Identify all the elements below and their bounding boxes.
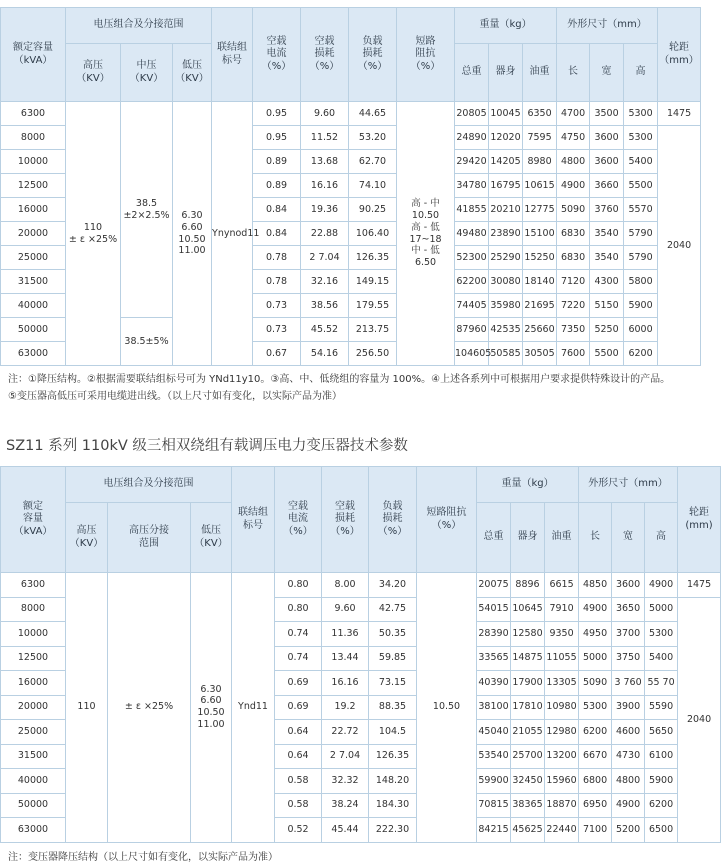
cell-mv: 38.5±5% — [121, 318, 173, 366]
cell-length: 4850 — [579, 573, 612, 598]
cell-length: 4750 — [557, 126, 590, 150]
cell-load-loss: 179.55 — [349, 294, 397, 318]
cell-noload-current: 0.89 — [253, 174, 301, 198]
cell-noload-current: 0.74 — [275, 622, 322, 647]
cell-noload-current: 0.89 — [253, 150, 301, 174]
cell-oil-weight: 21695 — [523, 294, 557, 318]
cell-hv-tap: ± ε ×25% — [108, 573, 191, 843]
cell-noload-current: 0.52 — [275, 818, 322, 843]
cell-width: 5200 — [612, 818, 645, 843]
cell-length: 4700 — [557, 102, 590, 126]
cell-total-weight: 29420 — [455, 150, 489, 174]
cell-body-weight: 45625 — [511, 818, 545, 843]
cell-body-weight: 23890 — [489, 222, 523, 246]
cell-capacity: 6300 — [1, 573, 66, 598]
header-load-loss: 负载 损耗 （%） — [349, 8, 397, 102]
cell-length: 5090 — [579, 671, 612, 696]
cell-capacity: 50000 — [1, 318, 66, 342]
cell-oil-weight: 15100 — [523, 222, 557, 246]
cell-width: 4600 — [612, 720, 645, 745]
cell-length: 5300 — [579, 695, 612, 720]
cell-height: 55 70 — [645, 671, 678, 696]
cell-length: 6830 — [557, 246, 590, 270]
cell-capacity: 10000 — [1, 150, 66, 174]
cell-total-weight: 70815 — [477, 793, 511, 818]
cell-height: 6200 — [624, 342, 658, 366]
cell-load-loss: 53.20 — [349, 126, 397, 150]
cell-width: 3 760 — [612, 671, 645, 696]
cell-body-weight: 25290 — [489, 246, 523, 270]
cell-height: 6500 — [645, 818, 678, 843]
cell-load-loss: 213.75 — [349, 318, 397, 342]
cell-oil-weight: 22440 — [545, 818, 579, 843]
cell-length: 7120 — [557, 270, 590, 294]
cell-gauge: 2040 — [658, 126, 701, 366]
cell-noload-loss: 22.88 — [301, 222, 349, 246]
header-voltage-group: 电压组合及分接范围 — [66, 8, 212, 44]
cell-oil-weight: 11055 — [545, 646, 579, 671]
cell-height: 5790 — [624, 222, 658, 246]
cell-capacity: 6300 — [1, 102, 66, 126]
cell-oil-weight: 18870 — [545, 793, 579, 818]
cell-length: 7220 — [557, 294, 590, 318]
cell-noload-loss: 13.44 — [322, 646, 369, 671]
cell-body-weight: 17900 — [511, 671, 545, 696]
cell-capacity: 8000 — [1, 126, 66, 150]
cell-body-weight: 14875 — [511, 646, 545, 671]
cell-noload-current: 0.73 — [253, 318, 301, 342]
cell-noload-loss: 22.72 — [322, 720, 369, 745]
cell-length: 4900 — [579, 597, 612, 622]
cell-noload-current: 0.58 — [275, 793, 322, 818]
cell-noload-current: 0.69 — [275, 671, 322, 696]
cell-height: 5800 — [624, 270, 658, 294]
cell-height: 5900 — [624, 294, 658, 318]
cell-capacity: 12500 — [1, 174, 66, 198]
cell-capacity: 63000 — [1, 818, 66, 843]
cell-load-loss: 126.35 — [369, 744, 417, 769]
header-length: 长 — [557, 44, 590, 102]
cell-noload-current: 0.95 — [253, 126, 301, 150]
cell-total-weight: 24890 — [455, 126, 489, 150]
cell-height: 5300 — [645, 622, 678, 647]
cell-oil-weight: 10615 — [523, 174, 557, 198]
cell-length: 6800 — [579, 769, 612, 794]
cell-capacity: 40000 — [1, 769, 66, 794]
cell-gauge: 2040 — [678, 597, 721, 842]
cell-length: 5090 — [557, 198, 590, 222]
cell-body-weight: 10645 — [511, 597, 545, 622]
cell-noload-loss: 8.00 — [322, 573, 369, 598]
cell-body-weight: 30080 — [489, 270, 523, 294]
cell-body-weight: 8896 — [511, 573, 545, 598]
cell-body-weight: 12580 — [511, 622, 545, 647]
cell-width: 3600 — [590, 150, 624, 174]
cell-width: 4730 — [612, 744, 645, 769]
header-height: 高 — [624, 44, 658, 102]
header-hv-tap: 高压分接 范围 — [108, 503, 191, 573]
cell-load-loss: 106.40 — [349, 222, 397, 246]
cell-noload-loss: 9.60 — [301, 102, 349, 126]
cell-width: 3700 — [612, 622, 645, 647]
table-row — [1, 102, 701, 126]
cell-oil-weight: 18140 — [523, 270, 557, 294]
header-impedance: 短路 阻抗 （%） — [397, 8, 455, 102]
note-1-line-2: ⑤变压器高低压可采用电缆进出线。（以上尺寸如有变化，以实际产品为准） — [8, 391, 342, 402]
header-dimensions: 外形尺寸（mm） — [557, 8, 658, 44]
cell-width: 3500 — [590, 102, 624, 126]
header-width: 宽 — [612, 503, 645, 573]
cell-width: 5250 — [590, 318, 624, 342]
cell-gauge: 1475 — [658, 102, 701, 126]
cell-total-weight: 84215 — [477, 818, 511, 843]
header-connection: 联结组 标号 — [232, 467, 275, 573]
cell-noload-loss: 19.2 — [322, 695, 369, 720]
cell-capacity: 20000 — [1, 222, 66, 246]
cell-body-weight: 50585 — [489, 342, 523, 366]
cell-width: 3650 — [612, 597, 645, 622]
cell-width: 5500 — [590, 342, 624, 366]
cell-height: 5590 — [645, 695, 678, 720]
cell-total-weight: 52300 — [455, 246, 489, 270]
header-lv: 低压 （KV） — [191, 503, 232, 573]
cell-total-weight: 41855 — [455, 198, 489, 222]
cell-body-weight: 16795 — [489, 174, 523, 198]
cell-noload-current: 0.84 — [253, 222, 301, 246]
cell-lv: 6.30 6.60 10.50 11.00 — [191, 573, 232, 843]
cell-noload-loss: 32.16 — [301, 270, 349, 294]
cell-capacity: 8000 — [1, 597, 66, 622]
cell-noload-current: 0.80 — [275, 573, 322, 598]
cell-impedance: 10.50 — [417, 573, 477, 843]
cell-total-weight: 20075 — [477, 573, 511, 598]
header-noload-current: 空载 电流 （%） — [275, 467, 322, 573]
cell-total-weight: 28390 — [477, 622, 511, 647]
cell-oil-weight: 30505 — [523, 342, 557, 366]
cell-total-weight: 74405 — [455, 294, 489, 318]
cell-load-loss: 50.35 — [369, 622, 417, 647]
header-noload-loss: 空载 损耗 （%） — [301, 8, 349, 102]
cell-capacity: 31500 — [1, 744, 66, 769]
cell-noload-loss: 11.52 — [301, 126, 349, 150]
cell-capacity: 40000 — [1, 294, 66, 318]
cell-load-loss: 62.70 — [349, 150, 397, 174]
header-width: 宽 — [590, 44, 624, 102]
cell-height: 5300 — [624, 126, 658, 150]
cell-oil-weight: 9350 — [545, 622, 579, 647]
cell-oil-weight: 8980 — [523, 150, 557, 174]
cell-gauge: 1475 — [678, 573, 721, 598]
cell-height: 5400 — [645, 646, 678, 671]
cell-oil-weight: 12980 — [545, 720, 579, 745]
cell-capacity: 25000 — [1, 246, 66, 270]
note-1-line-1: 注：①降压结构。②根据需要联结组标号可为 YNd11y10。③高、中、低绕组的容量为 100%。④上述各系列中可根据用户要求提供特殊设计的产品。 — [8, 374, 671, 385]
header-body-weight: 器身 — [511, 503, 545, 573]
header-mv: 中压 （KV） — [121, 44, 173, 102]
cell-noload-loss: 32.32 — [322, 769, 369, 794]
cell-length: 7350 — [557, 318, 590, 342]
cell-capacity: 16000 — [1, 198, 66, 222]
cell-total-weight: 54015 — [477, 597, 511, 622]
cell-noload-loss: 13.68 — [301, 150, 349, 174]
cell-capacity: 25000 — [1, 720, 66, 745]
cell-noload-loss: 38.56 — [301, 294, 349, 318]
cell-noload-loss: 9.60 — [322, 597, 369, 622]
cell-oil-weight: 25660 — [523, 318, 557, 342]
spec-table-2 — [0, 466, 721, 843]
header-rated-capacity: 额定容量 （kVA） — [1, 8, 66, 102]
cell-height: 5000 — [645, 597, 678, 622]
cell-load-loss: 88.35 — [369, 695, 417, 720]
cell-oil-weight: 12775 — [523, 198, 557, 222]
cell-oil-weight: 10980 — [545, 695, 579, 720]
cell-total-weight: 104605 — [455, 342, 489, 366]
cell-hv: 110 — [66, 573, 108, 843]
cell-mv: 38.5 ±2×2.5% — [121, 102, 173, 318]
cell-oil-weight: 7910 — [545, 597, 579, 622]
spec-table-1 — [0, 7, 701, 366]
cell-connection: Ynd11 — [232, 573, 275, 843]
cell-total-weight: 49480 — [455, 222, 489, 246]
cell-load-loss: 74.10 — [349, 174, 397, 198]
header-total-weight: 总重 — [455, 44, 489, 102]
cell-noload-current: 0.58 — [275, 769, 322, 794]
cell-hv: 110 ± ε ×25% — [66, 102, 121, 366]
cell-length: 4800 — [557, 150, 590, 174]
header-connection: 联结组 标号 — [212, 8, 253, 102]
cell-length: 4950 — [579, 622, 612, 647]
cell-width: 3900 — [612, 695, 645, 720]
cell-width: 3600 — [590, 126, 624, 150]
cell-noload-loss: 54.16 — [301, 342, 349, 366]
cell-load-loss: 42.75 — [369, 597, 417, 622]
cell-noload-current: 0.64 — [275, 744, 322, 769]
cell-body-weight: 38365 — [511, 793, 545, 818]
header-dimensions: 外形尺寸（mm） — [579, 467, 678, 503]
header-lv: 低压 （KV） — [173, 44, 212, 102]
cell-total-weight: 53540 — [477, 744, 511, 769]
cell-length: 7600 — [557, 342, 590, 366]
cell-capacity: 10000 — [1, 622, 66, 647]
cell-load-loss: 256.50 — [349, 342, 397, 366]
cell-noload-loss: 16.16 — [322, 671, 369, 696]
cell-total-weight: 59900 — [477, 769, 511, 794]
header-hv: 高压 （KV） — [66, 44, 121, 102]
cell-total-weight: 38100 — [477, 695, 511, 720]
cell-width: 3660 — [590, 174, 624, 198]
cell-oil-weight: 15960 — [545, 769, 579, 794]
cell-noload-loss: 45.44 — [322, 818, 369, 843]
cell-noload-loss: 11.36 — [322, 622, 369, 647]
cell-capacity: 50000 — [1, 793, 66, 818]
cell-total-weight: 33565 — [477, 646, 511, 671]
cell-width: 4900 — [612, 793, 645, 818]
cell-noload-loss: 2 7.04 — [301, 246, 349, 270]
cell-height: 6000 — [624, 318, 658, 342]
cell-load-loss: 104.5 — [369, 720, 417, 745]
header-gauge: 轮距 (mm) — [678, 467, 721, 573]
cell-noload-current: 0.69 — [275, 695, 322, 720]
header-noload-current: 空载 电流 （%） — [253, 8, 301, 102]
header-load-loss: 负载 损耗 （%） — [369, 467, 417, 573]
cell-load-loss: 34.20 — [369, 573, 417, 598]
cell-body-weight: 21055 — [511, 720, 545, 745]
cell-oil-weight: 15250 — [523, 246, 557, 270]
cell-body-weight: 35980 — [489, 294, 523, 318]
cell-noload-current: 0.78 — [253, 270, 301, 294]
cell-length: 6670 — [579, 744, 612, 769]
cell-length: 6830 — [557, 222, 590, 246]
cell-width: 3750 — [612, 646, 645, 671]
cell-noload-loss: 45.52 — [301, 318, 349, 342]
cell-body-weight: 42535 — [489, 318, 523, 342]
cell-length: 7100 — [579, 818, 612, 843]
cell-height: 5650 — [645, 720, 678, 745]
cell-total-weight: 40390 — [477, 671, 511, 696]
header-oil-weight: 油重 — [523, 44, 557, 102]
cell-noload-current: 0.80 — [275, 597, 322, 622]
cell-height: 5900 — [645, 769, 678, 794]
header-body-weight: 器身 — [489, 44, 523, 102]
header-length: 长 — [579, 503, 612, 573]
cell-noload-current: 0.64 — [275, 720, 322, 745]
cell-noload-loss: 16.16 — [301, 174, 349, 198]
header-voltage-group: 电压组合及分接范围 — [66, 467, 232, 503]
cell-total-weight: 62200 — [455, 270, 489, 294]
cell-load-loss: 73.15 — [369, 671, 417, 696]
cell-length: 4900 — [557, 174, 590, 198]
cell-total-weight: 20805 — [455, 102, 489, 126]
cell-width: 3540 — [590, 246, 624, 270]
cell-impedance: 高 - 中 10.50 高 - 低 17~18 中 - 低 6.50 — [397, 102, 455, 366]
cell-load-loss: 44.65 — [349, 102, 397, 126]
cell-height: 5300 — [624, 102, 658, 126]
cell-length: 6200 — [579, 720, 612, 745]
cell-load-loss: 184.30 — [369, 793, 417, 818]
cell-body-weight: 12020 — [489, 126, 523, 150]
cell-height: 5570 — [624, 198, 658, 222]
cell-capacity: 31500 — [1, 270, 66, 294]
cell-capacity: 12500 — [1, 646, 66, 671]
cell-capacity: 20000 — [1, 695, 66, 720]
cell-capacity: 16000 — [1, 671, 66, 696]
cell-width: 3600 — [612, 573, 645, 598]
cell-noload-current: 0.73 — [253, 294, 301, 318]
cell-height: 5790 — [624, 246, 658, 270]
cell-lv: 6.30 6.60 10.50 11.00 — [173, 102, 212, 366]
cell-oil-weight: 13200 — [545, 744, 579, 769]
cell-noload-loss: 38.24 — [322, 793, 369, 818]
cell-width: 3760 — [590, 198, 624, 222]
header-noload-loss: 空载 损耗 （%） — [322, 467, 369, 573]
cell-noload-current: 0.95 — [253, 102, 301, 126]
cell-oil-weight: 6615 — [545, 573, 579, 598]
note-2: 注：变压器降压结构（以上尺寸如有变化，以实际产品为准） — [8, 852, 278, 863]
header-gauge: 轮距 （mm） — [658, 8, 701, 102]
table-row — [1, 573, 721, 598]
cell-body-weight: 32450 — [511, 769, 545, 794]
cell-width: 3540 — [590, 222, 624, 246]
header-impedance: 短路阻抗 （%） — [417, 467, 477, 573]
header-hv: 高压 （KV） — [66, 503, 108, 573]
cell-oil-weight: 13305 — [545, 671, 579, 696]
cell-total-weight: 45040 — [477, 720, 511, 745]
cell-body-weight: 14205 — [489, 150, 523, 174]
cell-load-loss: 149.15 — [349, 270, 397, 294]
cell-total-weight: 87960 — [455, 318, 489, 342]
cell-body-weight: 20210 — [489, 198, 523, 222]
header-height: 高 — [645, 503, 678, 573]
cell-oil-weight: 6350 — [523, 102, 557, 126]
cell-width: 4800 — [612, 769, 645, 794]
header-rated-capacity: 额定 容量 （kVA） — [1, 467, 66, 573]
cell-load-loss: 148.20 — [369, 769, 417, 794]
cell-noload-current: 0.74 — [275, 646, 322, 671]
cell-connection: Ynynod11 — [212, 102, 253, 366]
cell-load-loss: 90.25 — [349, 198, 397, 222]
header-oil-weight: 油重 — [545, 503, 579, 573]
cell-total-weight: 34780 — [455, 174, 489, 198]
cell-body-weight: 25700 — [511, 744, 545, 769]
cell-width: 5150 — [590, 294, 624, 318]
cell-load-loss: 222.30 — [369, 818, 417, 843]
cell-load-loss: 126.35 — [349, 246, 397, 270]
cell-capacity: 63000 — [1, 342, 66, 366]
header-total-weight: 总重 — [477, 503, 511, 573]
header-weight: 重量（kg） — [455, 8, 557, 44]
cell-noload-loss: 19.36 — [301, 198, 349, 222]
cell-length: 6950 — [579, 793, 612, 818]
cell-body-weight: 17810 — [511, 695, 545, 720]
cell-width: 4300 — [590, 270, 624, 294]
cell-noload-current: 0.67 — [253, 342, 301, 366]
cell-length: 5000 — [579, 646, 612, 671]
header-weight: 重量（kg） — [477, 467, 579, 503]
cell-body-weight: 10045 — [489, 102, 523, 126]
cell-noload-current: 0.78 — [253, 246, 301, 270]
cell-height: 5500 — [624, 174, 658, 198]
cell-noload-loss: 2 7.04 — [322, 744, 369, 769]
cell-load-loss: 59.85 — [369, 646, 417, 671]
section-title-sz11: SZ11 系列 110kV 级三相双绕组有载调压电力变压器技术参数 — [6, 438, 408, 454]
cell-height: 6100 — [645, 744, 678, 769]
cell-height: 4900 — [645, 573, 678, 598]
cell-noload-current: 0.84 — [253, 198, 301, 222]
cell-oil-weight: 7595 — [523, 126, 557, 150]
cell-height: 6200 — [645, 793, 678, 818]
cell-height: 5400 — [624, 150, 658, 174]
